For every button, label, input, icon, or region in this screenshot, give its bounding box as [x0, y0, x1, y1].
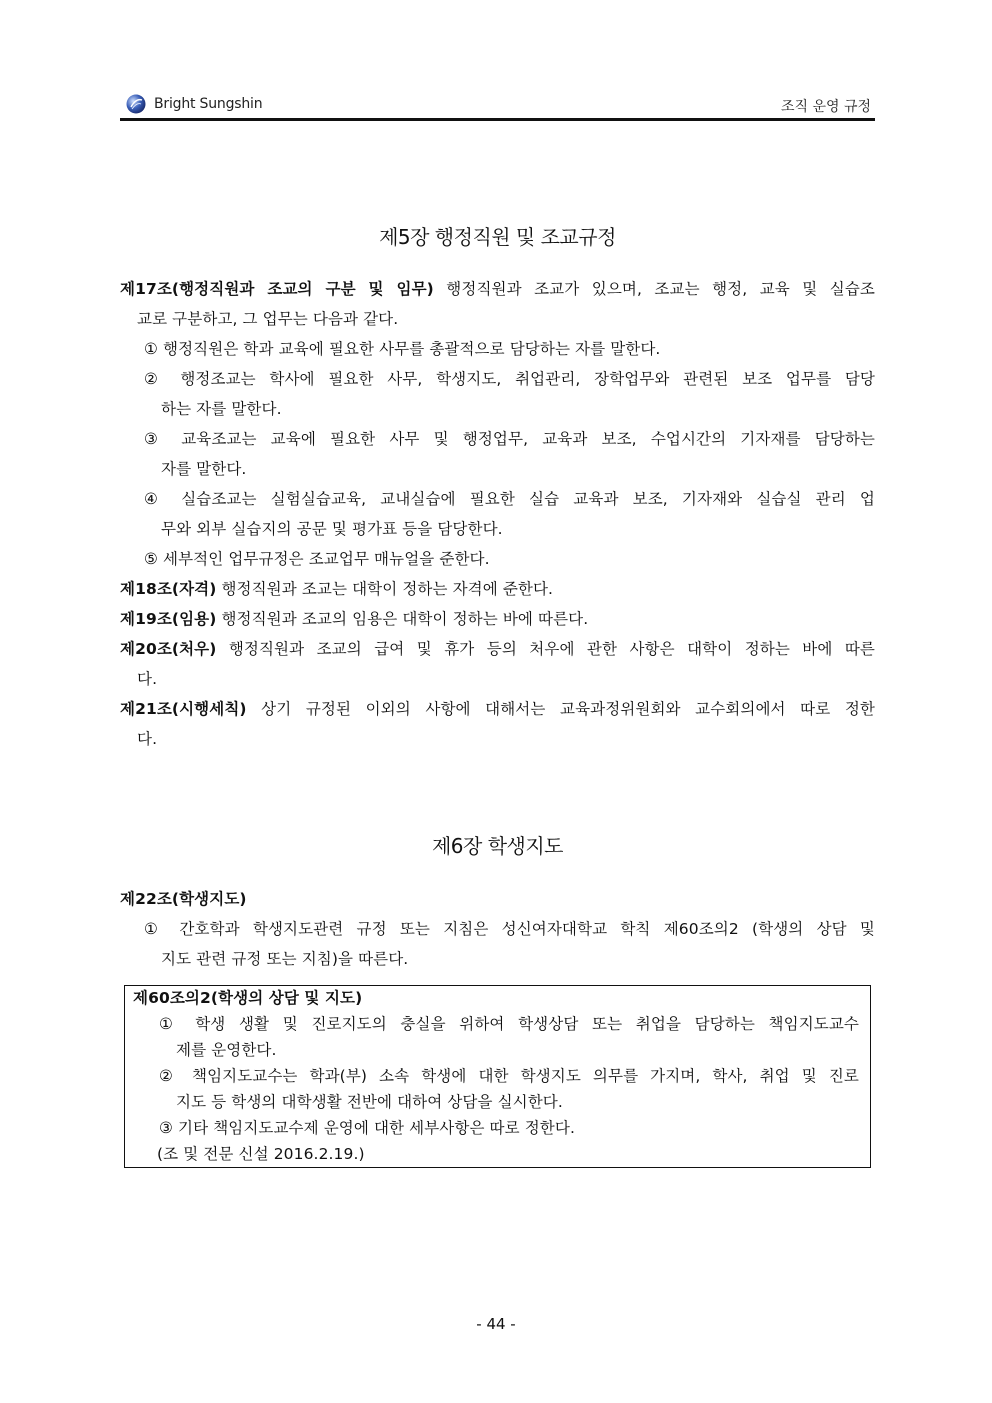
article-17-line-2: 교로 구분하고, 그 업무는 다음과 같다.: [137, 310, 399, 328]
logo: [126, 94, 262, 114]
article-21-line-1: [120, 697, 875, 719]
article-17-item-2-line-1: ② 행정조교는 학사에 필요한 사무, 학생지도, 취업관리, 장학업무와 관련된 보조 업무를 담당: [144, 370, 875, 388]
article-21-heading: 제21조(시행세칙): [120, 700, 247, 718]
article-19-text: 행정직원과 조교의 임용은 대학이 정하는 바에 따른다.: [216, 610, 589, 628]
article-20-heading: 제20조(처우): [120, 640, 217, 658]
logo-text: Bright Sungshin: [154, 96, 263, 112]
article-17-line-1: [120, 277, 875, 299]
article-22-item-1-line-2: 지도 관련 규정 또는 지침)을 따른다.: [161, 950, 409, 968]
box-heading: 제60조의2(학생의 상담 및 지도): [133, 989, 363, 1007]
chapter-6-title: 제6장 학생지도: [431, 834, 563, 858]
article-20-line-2: 다.: [137, 670, 158, 688]
page-header: [120, 92, 875, 118]
article-17-item-2-line-2: 하는 자를 말한다.: [161, 400, 282, 418]
header-divider: [120, 118, 875, 121]
article-18-heading: 제18조(자격): [120, 580, 217, 598]
article-17-item-1: ① 행정직원은 학과 교육에 필요한 사무를 총괄적으로 담당하는 자를 말한다.: [144, 340, 661, 358]
sungshin-logo-icon: [126, 94, 146, 114]
chapter-5-title: 제5장 행정직원 및 조교규정: [379, 225, 616, 249]
article-20-line-1: [120, 637, 875, 659]
article-17-item-5: ⑤ 세부적인 업무규정은 조교업무 매뉴얼을 준한다.: [144, 550, 490, 568]
quoted-regulation-box: [124, 985, 871, 1168]
article-21-text: 상기 규정된 이외의 사항에 대해서는 교육과정위원회와 교수회의에서 따로 정한: [246, 700, 875, 718]
article-18-text: 행정직원과 조교는 대학이 정하는 자격에 준한다.: [216, 580, 554, 598]
article-17-item-3-line-2: 자를 말한다.: [161, 460, 247, 478]
box-item-3: ③ 기타 책임지도교수제 운영에 대한 세부사항은 따로 정한다.: [159, 1119, 575, 1137]
article-17-text: 행정직원과 조교가 있으며, 조교는 행정, 교육 및 실습조: [433, 280, 875, 298]
article-17-heading: 제17조(행정직원과 조교의 구분 및 임무): [120, 280, 434, 298]
article-18: [120, 577, 553, 599]
article-17-item-4-line-2: 무와 외부 실습지의 공문 및 평가표 등을 담당한다.: [161, 520, 503, 538]
article-17-item-3-line-1: ③ 교육조교는 교육에 필요한 사무 및 행정업무, 교육과 보조, 수업시간의 기자재를 담당하는: [144, 430, 875, 448]
page-number: - 44 -: [476, 1315, 516, 1333]
box-note: (조 및 전문 신설 2016.2.19.): [157, 1145, 365, 1163]
article-21-line-2: 다.: [137, 730, 158, 748]
article-22-item-1-line-1: ① 간호학과 학생지도관련 규정 또는 지침은 성신여자대학교 학칙 제60조의2 (학생의 상담 및: [144, 920, 875, 938]
box-item-2-line-2: 지도 등 학생의 대학생활 전반에 대하여 상담을 실시한다.: [176, 1093, 563, 1111]
box-item-2-line-1: ② 책임지도교수는 학과(부) 소속 학생에 대한 학생지도 의무를 가지며, 학사, 취업 및 진로: [159, 1067, 859, 1085]
article-19: [120, 607, 588, 629]
article-17-item-4-line-1: ④ 실습조교는 실험실습교육, 교내실습에 필요한 실습 교육과 보조, 기자재와 실습실 관리 업: [144, 490, 875, 508]
header-title: 조직 운영 규정: [780, 99, 871, 115]
box-item-1-line-1: ① 학생 생활 및 진로지도의 충실을 위하여 학생상담 또는 취업을 담당하는 책임지도교수: [159, 1015, 859, 1033]
article-22-heading: 제22조(학생지도): [120, 890, 247, 908]
box-item-1-line-2: 제를 운영한다.: [176, 1041, 277, 1059]
article-20-text: 행정직원과 조교의 급여 및 휴가 등의 처우에 관한 사항은 대학이 정하는 바에 따른: [216, 640, 875, 658]
article-19-heading: 제19조(임용): [120, 610, 217, 628]
